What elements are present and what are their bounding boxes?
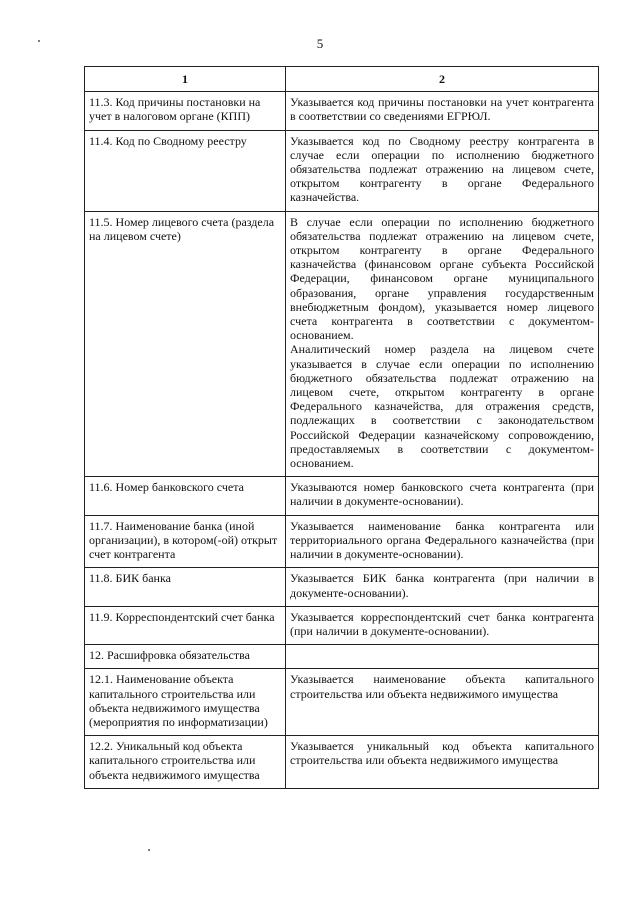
table-row: [85, 211, 599, 477]
description-paragraph: В случае если операции по исполнению бюджетного обязательства подлежат отражению на лицевом счете, открытом контрагенту в органе Федерального казначейства (финансовом органе субъекта Российской Федерации, финансовом органе муниципального образования, органе управления государственным внебюджетным фондом), указывается номер лицевого счета контрагента в соответствии с документом-основанием.: [290, 214, 594, 343]
table-row: [85, 669, 599, 736]
field-name: 12.1. Наименование объекта капитального строительства или объекта недвижимого имущества (мероприятия по информатизации): [85, 669, 286, 736]
field-description: Указываются номер банковского счета контрагента (при наличии в документе-основании).: [286, 477, 599, 515]
field-name: 11.3. Код причины постановки на учет в налоговом органе (КПП): [85, 92, 286, 130]
field-name: 11.8. БИК банка: [85, 568, 286, 606]
table-row: [85, 568, 599, 606]
field-description: Указывается наименование банка контрагента или территориального органа Федерального казначейства (при наличии в документе-основании).: [286, 515, 599, 568]
field-description: Указывается уникальный код объекта капитального строительства или объекта недвижимого имущества: [286, 736, 599, 789]
scan-speck: [148, 849, 150, 851]
field-description: [286, 211, 599, 477]
field-description: Указывается БИК банка контрагента (при наличии в документе-основании).: [286, 568, 599, 606]
field-name: 12.2. Уникальный код объекта капитального строительства или объекта недвижимого имущества: [85, 736, 286, 789]
column-header-1: 1: [85, 67, 286, 92]
scan-speck: [38, 40, 40, 42]
field-name: 11.9. Корреспондентский счет банка: [85, 606, 286, 644]
field-name: 12. Расшифровка обязательства: [85, 645, 286, 669]
field-description: Указывается корреспондентский счет банка контрагента (при наличии в документе-основании).: [286, 606, 599, 644]
table-row: [85, 736, 599, 789]
field-name: 11.5. Номер лицевого счета (раздела на лицевом счете): [85, 211, 286, 477]
field-description: Указывается код по Сводному реестру контрагента в случае если операции по исполнению бюджетного обязательства подлежат отражению на лицевом счете, открытом контрагенту в органе Федерального казначейства.: [286, 130, 599, 211]
column-header-2: 2: [286, 67, 599, 92]
table-row: [85, 515, 599, 568]
field-description: Указывается код причины постановки на учет контрагента в соответствии со сведениями ЕГРЮЛ.: [286, 92, 599, 130]
table-header-row: [85, 67, 599, 92]
description-paragraph: Аналитический номер раздела на лицевом счете указывается в случае если операции по исполнению бюджетного обязательства подлежат отражению на лицевом счете, открытом контрагенту в органе Федерального казначейства, для отражения средств, подлежащих в соответствии с законодательством Российской Федерации казначейскому сопровождению, предоставляемых в соответствии с документом-основанием.: [290, 342, 594, 471]
fields-table: [84, 66, 599, 789]
table-row: [85, 645, 599, 669]
table-row: [85, 130, 599, 211]
page-number: 5: [316, 36, 324, 51]
table-row: [85, 92, 599, 130]
field-name: 11.6. Номер банковского счета: [85, 477, 286, 515]
field-description: Указывается наименование объекта капитального строительства или объекта недвижимого имущества: [286, 669, 599, 736]
table-row: [85, 477, 599, 515]
table-row: [85, 606, 599, 644]
field-description: [286, 645, 599, 669]
field-name: 11.7. Наименование банка (иной организации), в котором(-ой) открыт счет контрагента: [85, 515, 286, 568]
field-name: 11.4. Код по Сводному реестру: [85, 130, 286, 211]
